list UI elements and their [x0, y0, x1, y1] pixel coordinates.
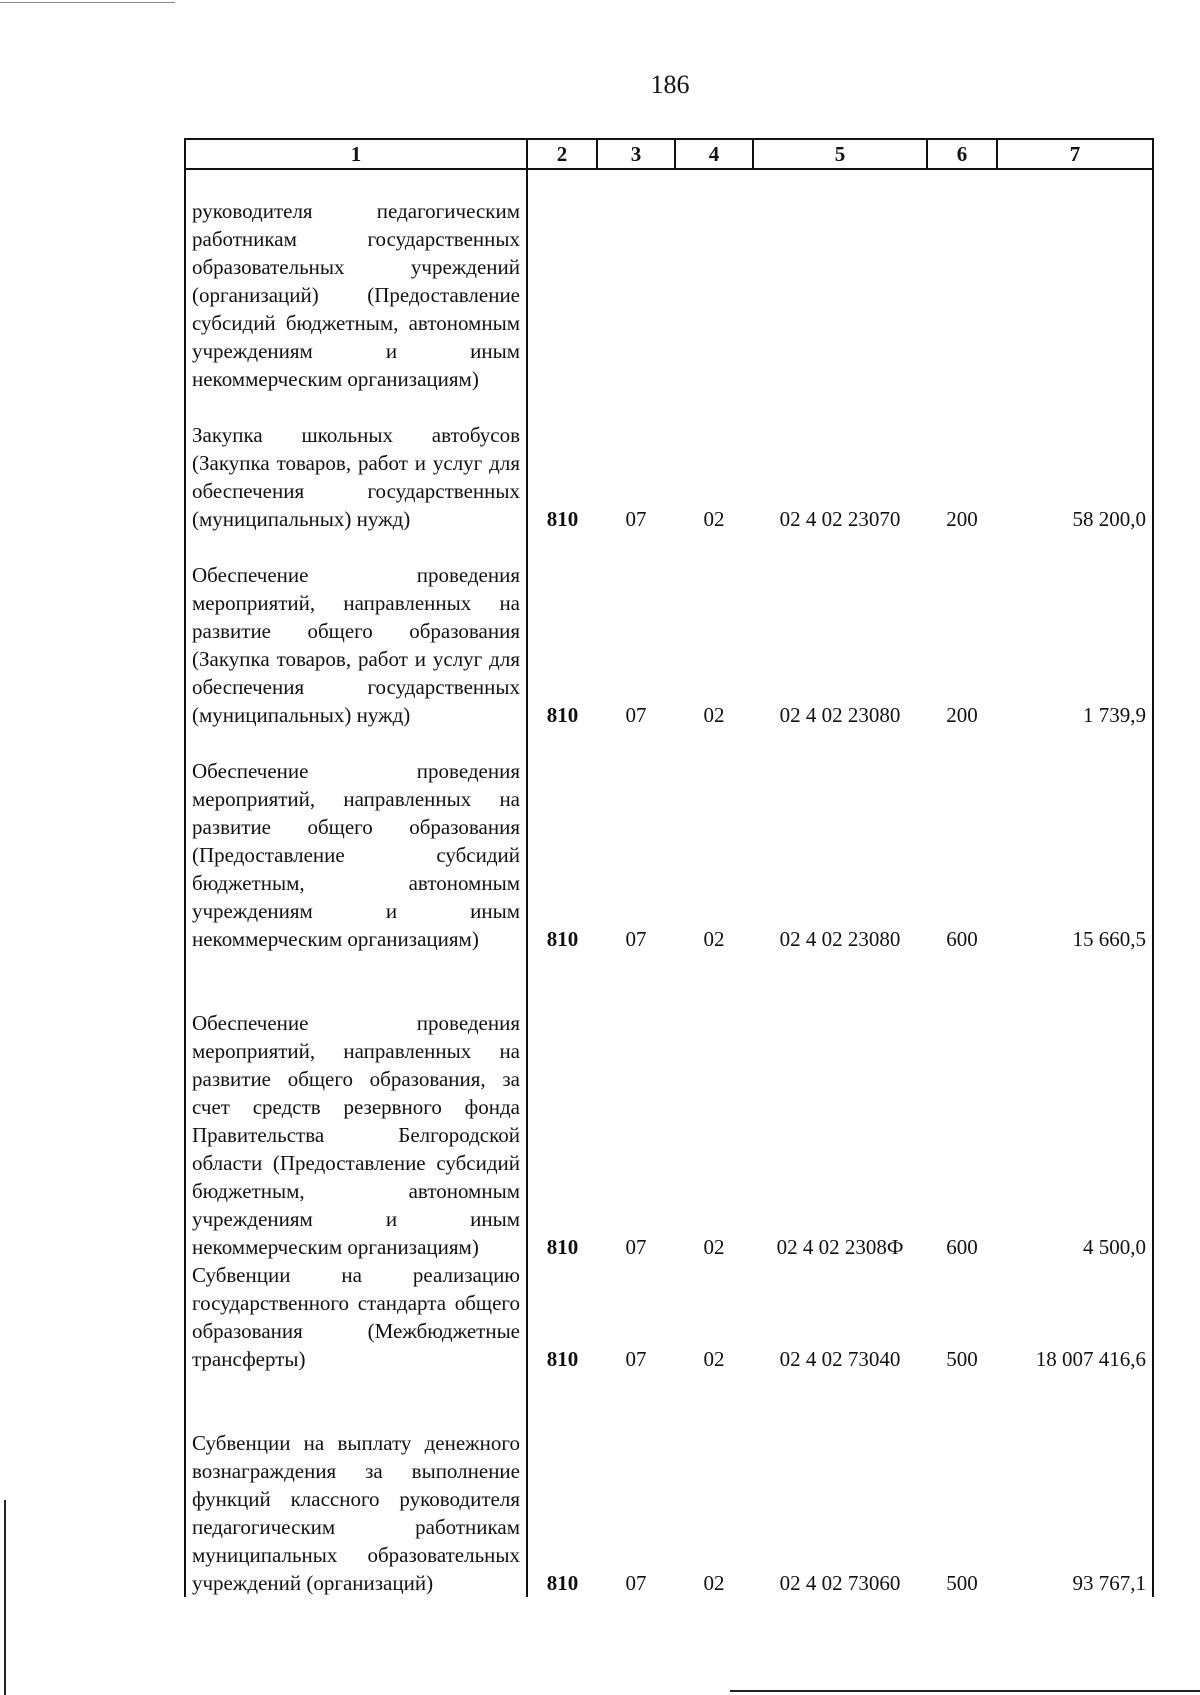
row-description: Субвенции на выплату денежного вознаграждения за выполнение функций классного руководителя педагогическим работникам муниципальных образовательных учреждений (организаций): [185, 1373, 527, 1597]
row-subsection-code: 02: [703, 1347, 725, 1371]
row-section-code: 07: [625, 927, 647, 951]
table-body: [185, 169, 1153, 1597]
row-ministry-code: 810: [527, 1261, 597, 1373]
row-expense-type: [927, 169, 997, 393]
budget-table: [184, 138, 1154, 1597]
row-subsection-code: 02: [703, 1235, 725, 1259]
row-subsection-code: 02: [703, 507, 725, 531]
row-amount: [997, 169, 1153, 393]
row-expense-type: 500: [946, 1347, 978, 1371]
row-section-code: 07: [625, 1235, 647, 1259]
header-col-1: 1: [185, 139, 527, 169]
row-expense-type: 600: [946, 927, 978, 951]
row-section-code: 07: [625, 1571, 647, 1595]
header-col-5: 5: [753, 139, 927, 169]
row-description: руководителя педагогическим работникам государственных образовательных учреждений (организаций) (Предоставление субсидий бюджетным, автономным учреждениям и иным некоммерческим организациям): [185, 169, 527, 393]
row-description: Обеспечение проведения мероприятий, направленных на развитие общего образования (Предоставление субсидий бюджетным, автономным учреждениям и иным некоммерческим организациям): [185, 729, 527, 953]
row-ministry-code: 810: [527, 533, 597, 729]
row-expense-type: 500: [946, 1571, 978, 1595]
row-target-article: 02 4 02 23080: [779, 703, 901, 727]
table-header: [185, 139, 1153, 169]
row-section-code: 07: [625, 507, 647, 531]
header-col-3: 3: [597, 139, 675, 169]
scan-edge-top: [0, 2, 175, 3]
row-subsection-code: 02: [703, 927, 725, 951]
row-amount: 58 200,0: [997, 393, 1153, 533]
row-ministry-code: 810: [527, 729, 597, 953]
row-target-article: 02 4 02 23080: [779, 927, 901, 951]
header-row: [185, 139, 1153, 169]
row-description: Субвенции на реализацию государственного стандарта общего образования (Межбюджетные трансферты): [185, 1261, 527, 1373]
row-subsection-code: 02: [703, 1571, 725, 1595]
row-ministry-code: 810: [527, 1373, 597, 1597]
table-row: [185, 953, 1153, 1261]
row-description: Закупка школьных автобусов (Закупка товаров, работ и услуг для обеспечения государственных (муниципальных) нужд): [185, 393, 527, 533]
header-col-7: 7: [997, 139, 1153, 169]
header-col-6: 6: [927, 139, 997, 169]
row-target-article: 02 4 02 23070: [779, 507, 901, 531]
table-row: [185, 1373, 1153, 1597]
row-subsection-code: 02: [703, 703, 725, 727]
row-section-code: 07: [625, 703, 647, 727]
row-ministry-code: 810: [527, 953, 597, 1261]
scan-edge-left: [4, 1500, 6, 1695]
table-row: [185, 169, 1153, 393]
row-amount: 93 767,1: [997, 1373, 1153, 1597]
row-expense-type: 600: [946, 1235, 978, 1259]
row-amount: 4 500,0: [997, 953, 1153, 1261]
row-expense-type: 200: [946, 507, 978, 531]
row-amount: 15 660,5: [997, 729, 1153, 953]
row-expense-type: 200: [946, 703, 978, 727]
row-description: Обеспечение проведения мероприятий, направленных на развитие общего образования (Закупка товаров, работ и услуг для обеспечения государственных (муниципальных) нужд): [185, 533, 527, 729]
row-target-article: 02 4 02 73040: [779, 1347, 901, 1371]
scan-edge-bottom: [730, 1690, 1200, 1692]
page-number: 186: [650, 70, 690, 99]
row-amount: 1 739,9: [997, 533, 1153, 729]
row-amount: 18 007 416,6: [997, 1261, 1153, 1373]
table-row: [185, 533, 1153, 729]
table-row: [185, 729, 1153, 953]
table-row: [185, 393, 1153, 533]
row-target-article: [753, 169, 927, 393]
row-target-article: 02 4 02 2308Ф: [776, 1235, 904, 1259]
row-section-code: 07: [625, 1347, 647, 1371]
row-description: Обеспечение проведения мероприятий, направленных на развитие общего образования, за счет средств резервного фонда Правительства Белгородской области (Предоставление субсидий бюджетным, автономным учреждениям и иным некоммерческим организациям): [185, 953, 527, 1261]
row-target-article: 02 4 02 73060: [779, 1571, 901, 1595]
header-col-4: 4: [675, 139, 753, 169]
row-section-code: [597, 169, 675, 393]
table-row: [185, 1261, 1153, 1373]
row-ministry-code: 810: [527, 393, 597, 533]
row-ministry-code: [527, 169, 597, 393]
row-subsection-code: [675, 169, 753, 393]
header-col-2: 2: [527, 139, 597, 169]
budget-table-wrapper: [184, 138, 1152, 1597]
